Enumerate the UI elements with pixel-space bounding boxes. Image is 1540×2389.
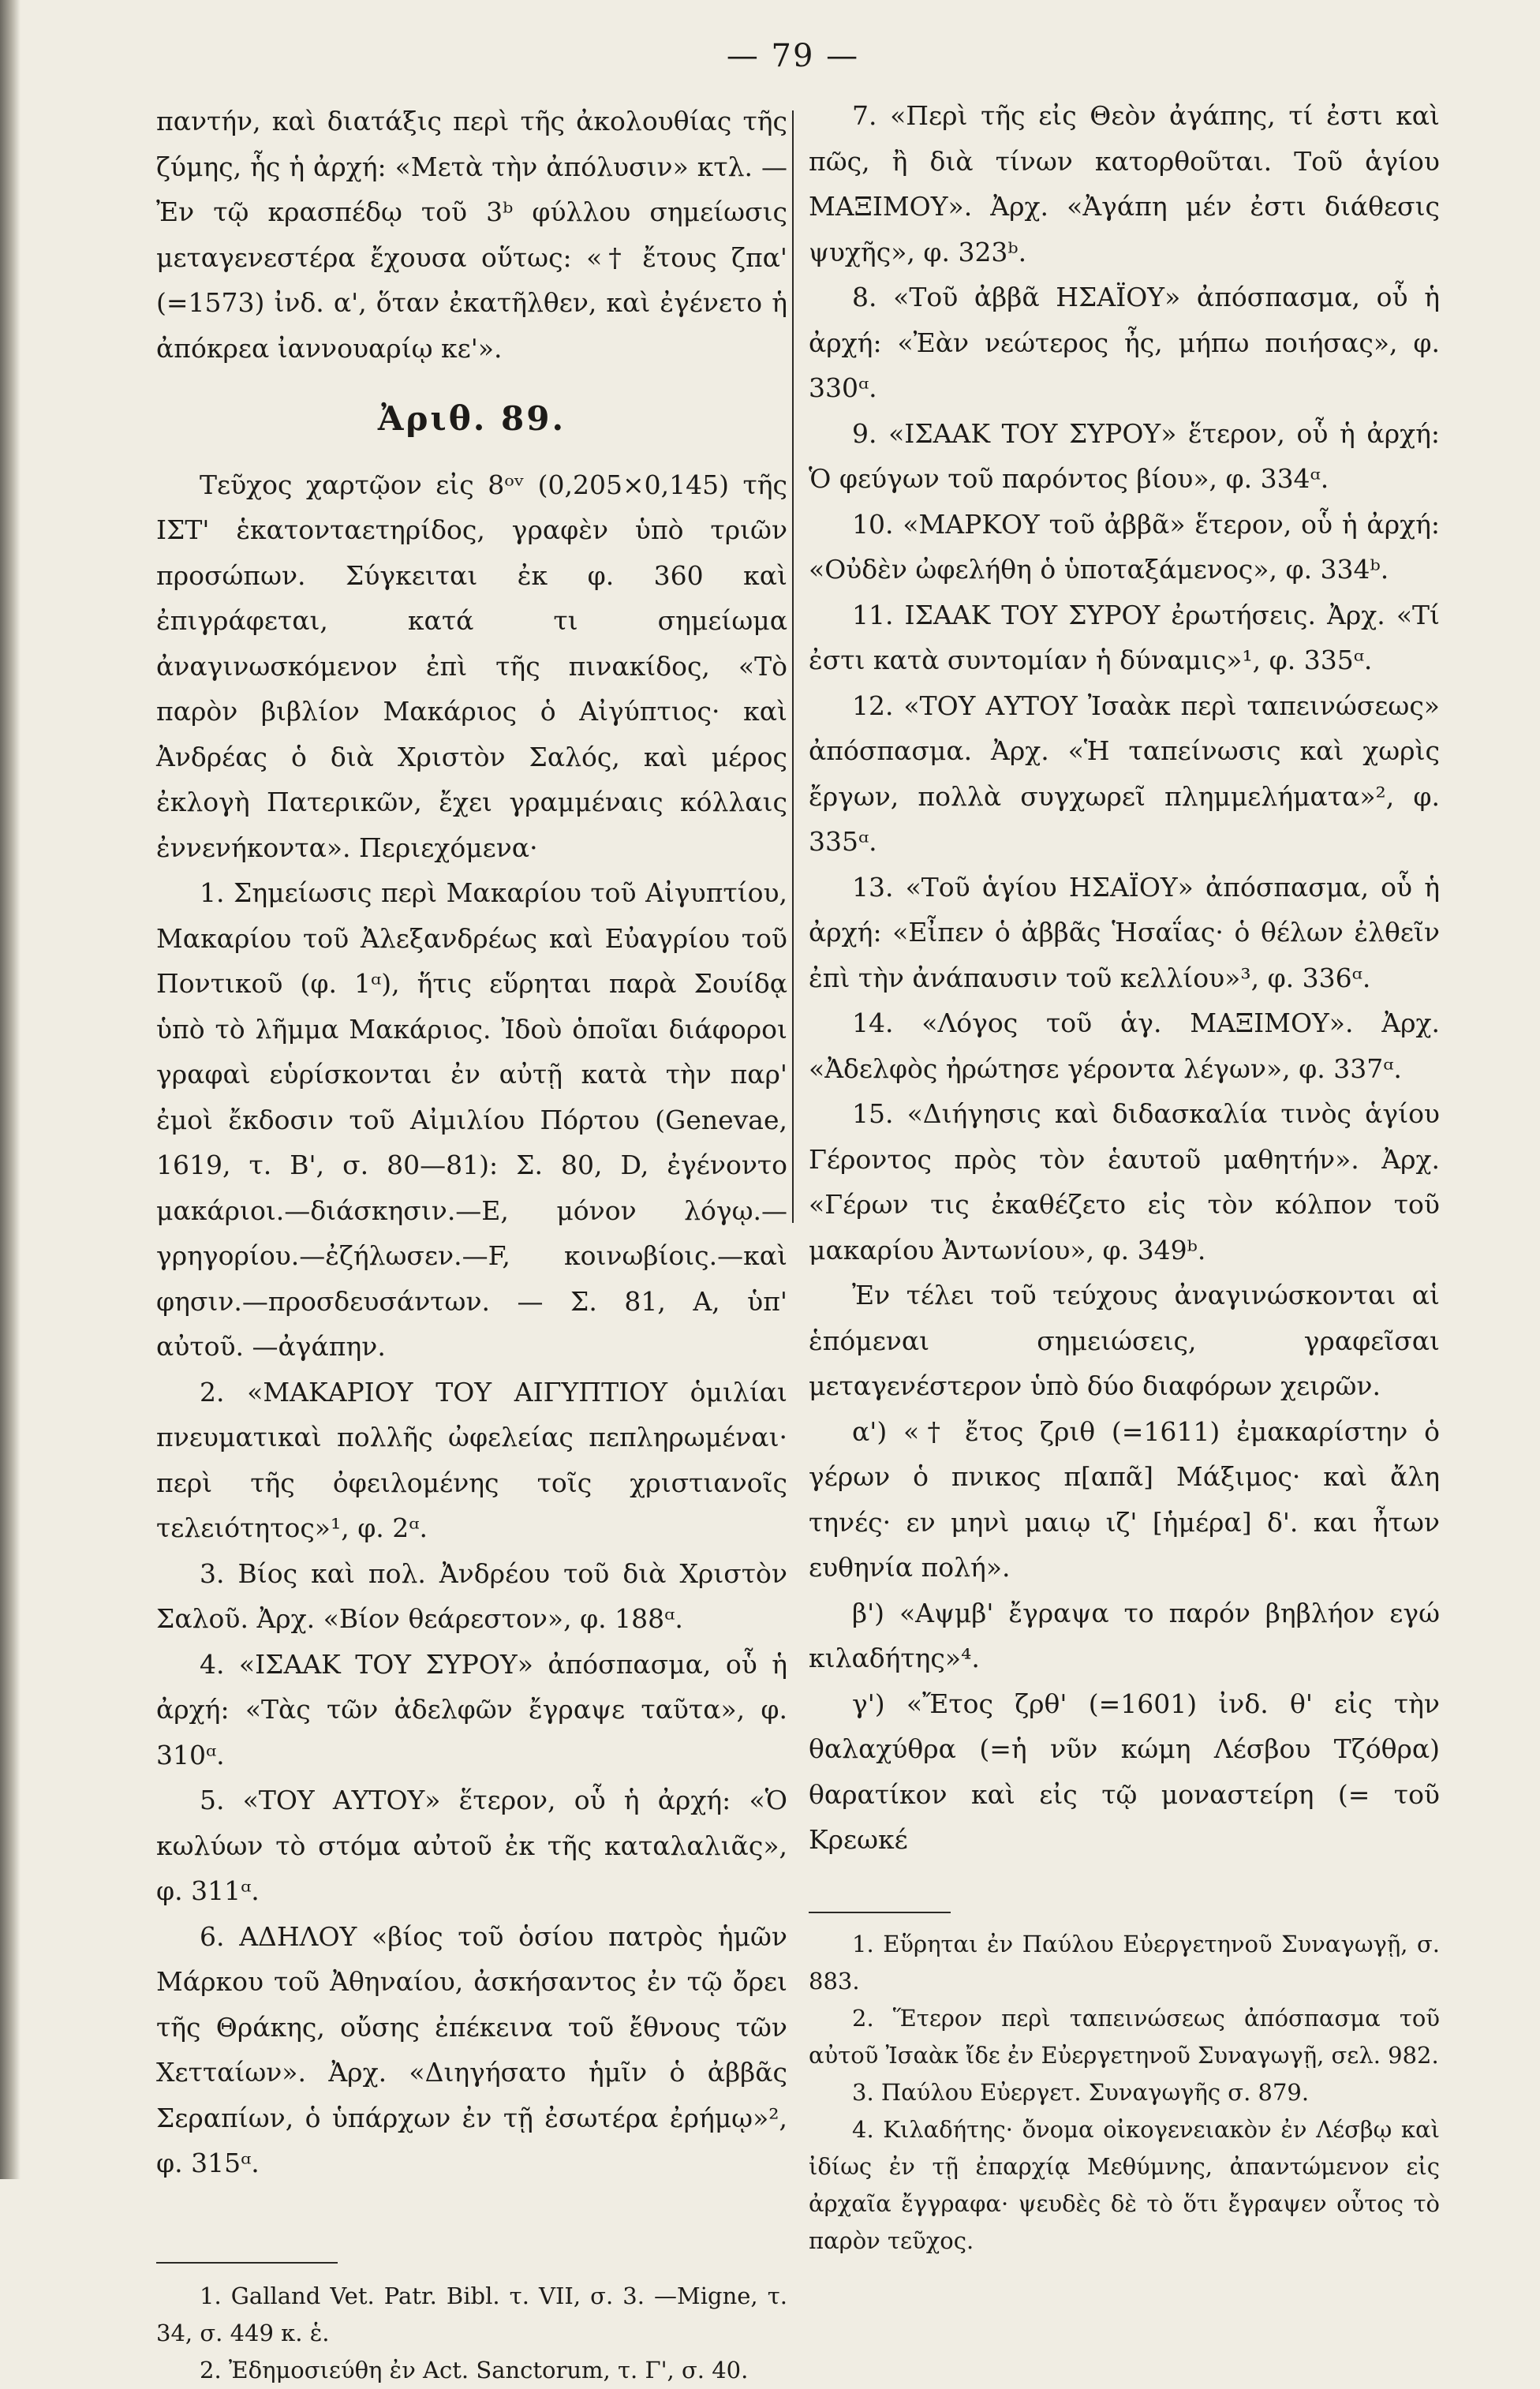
content-item-5: 5. «ΤΟΥ ΑΥΤΟΥ» ἕτερον, οὗ ἡ ἀρχή: «Ὁ κωλύων τὸ στόμα αὐτοῦ ἐκ τῆς καταλαλιᾶς», φ. 311ᵅ. bbox=[156, 1785, 787, 1906]
footnote-rule bbox=[156, 2262, 338, 2264]
left-column bbox=[156, 99, 787, 2389]
content-item-12: 12. «ΤΟΥ ΑΥΤΟΥ Ἰσαὰκ περὶ ταπεινώσεως» ἀπόσπασμα. Ἀρχ. «Ἡ ταπείνωσις καὶ χωρὶς ἔργων, πολλὰ συγχωρεῖ πλημμελήματα»², φ. 335ᵅ. bbox=[809, 690, 1440, 857]
end-note-c: γ') «Ἔτος ζρθ' (=1601) ἰνδ. θ' εἰς τὴν θαλαχύθρα (=ἡ νῦν κώμη Λέσβου Τζόθρα) θαρατίκον καὶ εἰς τῷ μοναστείρη (= τοῦ Κρεωκέ bbox=[809, 1688, 1440, 1855]
footnote-3: 3. Παύλου Εὐεργετ. Συναγωγῆς σ. 879. bbox=[852, 2078, 1310, 2106]
footnote-2: 2. Ἐδημοσιεύθη ἐν Act. Sanctorum, τ. Γ', σ. 40. bbox=[200, 2356, 749, 2383]
footnote-4: 4. Κιλαδήτης· ὄνομα οἰκογενειακὸν ἐν Λέσβῳ καὶ ἰδίως ἐν τῇ ἐπαρχίᾳ Μεθύμνης, ἀπαντώμενον εἰς ἀρχαῖα ἔγγραφα· ψευδὲς δὲ τὸ ὅτι ἔγραψεν οὗτος τὸ παρὸν τεῦχος. bbox=[809, 2115, 1440, 2254]
content-item-11: 11. ΙΣΑΑΚ ΤΟΥ ΣΥΡΟΥ ἐρωτήσεις. Ἀρχ. «Τί ἐστι κατὰ συντομίαν ἡ δύναμις»¹, φ. 335ᵅ. bbox=[809, 599, 1440, 675]
content-item-10: 10. «ΜΑΡΚΟΥ τοῦ ἀββᾶ» ἕτερον, οὗ ἡ ἀρχή: «Οὐδὲν ὠφελήθη ὁ ὑποταξάμενος», φ. 334ᵇ. bbox=[809, 508, 1440, 585]
entry-heading: Ἀριθ. 89. bbox=[377, 399, 566, 438]
page-number: — 79 — bbox=[726, 38, 860, 74]
content-item-7: 7. «Περὶ τῆς εἰς Θεὸν ἀγάπης, τί ἐστι καὶ πῶς, ἢ διὰ τίνων κατορθοῦται. Τοῦ ἁγίου ΜΑΞΙΜΟΥ». Ἀρχ. «Ἀγάπη μέν ἐστι διάθεσις ψυχῆς», φ. 323ᵇ. bbox=[809, 100, 1440, 267]
end-notes-intro: Ἐν τέλει τοῦ τεύχους ἀναγινώσκονται αἱ ἑπόμεναι σημειώσεις, γραφεῖσαι μεταγενέστερον ὑπὸ δύο διαφόρων χειρῶν. bbox=[809, 1280, 1440, 1401]
left-footnotes bbox=[156, 2278, 787, 2389]
content-item-15: 15. «Διήγησις καὶ διδασκαλία τινὸς ἁγίου Γέροντος πρὸς τὸν ἑαυτοῦ μαθητήν». Ἀρχ. «Γέρων τις ἐκαθέζετο εἰς τὸν κόλπον τοῦ μακαρίου Ἀντωνίου», φ. 349ᵇ. bbox=[809, 1098, 1440, 1266]
content-item-13: 13. «Τοῦ ἁγίου ΗΣΑΪΟΥ» ἀπόσπασμα, οὗ ἡ ἀρχή: «Εἶπεν ὁ ἀββᾶς Ἡσαΐας· ὁ θέλων ἐλθεῖν ἐπὶ τὴν ἀνάπαυσιν τοῦ κελλίου»³, φ. 336ᵅ. bbox=[809, 871, 1440, 993]
content-item-14: 14. «Λόγος τοῦ ἁγ. ΜΑΞΙΜΟΥ». Ἀρχ. «Ἀδελφὸς ἠρώτησε γέροντα λέγων», φ. 337ᵅ. bbox=[809, 1008, 1440, 1084]
end-note-a: α') «† ἔτος ζριθ (=1611) ἐμακαρίστην ὁ γέρων ὁ πνικος π[απᾶ] Μάξιμος· καὶ ἄλη τηνές· εν μηνὶ μαιῳ ιζ' [ἡμέρα] δ'. και ἦτων ευθηνία πολή». bbox=[809, 1415, 1440, 1583]
entry-description: Τεῦχος χαρτῷον εἰς 8ᵒᵛ (0,205×0,145) τῆς ΙΣΤ' ἑκατονταετηρίδος, γραφὲν ὑπὸ τριῶν προσώπων. Σύγκειται ἐκ φ. 360 καὶ ἐπιγράφεται, κατά τι σημείωμα ἀναγινωσκόμενον ἐπὶ τῆς πινακίδος, «Τὸ παρὸν βιβλίον Μακάριος ὁ Αἰγύπτιος· καὶ Ἀνδρέας ὁ διὰ Χριστὸν Σαλός, καὶ μέρος ἐκλογὴ Πατερικῶν, ἔχει γραμμέναις κόλλαις ἐννενήκοντα». Περιεχόμενα· bbox=[156, 469, 787, 863]
right-column bbox=[809, 93, 1440, 2260]
footnote-rule bbox=[809, 1912, 951, 1913]
content-item-1: 1. Σημείωσις περὶ Μακαρίου τοῦ Αἰγυπτίου, Μακαρίου τοῦ Ἀλεξανδρέως καὶ Εὐαγρίου τοῦ Ποντικοῦ (φ. 1ᵅ), ἥτις εὕρηται παρὰ Σουίδᾳ ὑπὸ τὸ λῆμμα Μακάριος. Ἰδοὺ ὁποῖαι διάφοροι γραφαὶ εὑρίσκονται ἐν αὐτῇ κατὰ τὴν παρ' ἐμοὶ ἔκδοσιν τοῦ Αἰμιλίου Πόρτου (Genevae, 1619, τ. Β', σ. 80—81): Σ. 80, D, ἐγένοντο μακάριοι.—διάσκησιν.—Ε, μόνον λόγῳ.—γρηγορίου.—ἐζήλωσεν.—F, κοινωβίοις.—καὶ φησιν.—προσδευσάντων. — Σ. 81, A, ὑπ' αὐτοῦ. —ἀγάπην. bbox=[156, 877, 787, 1362]
right-footnotes bbox=[809, 1926, 1440, 2260]
content-item-2: 2. «ΜΑΚΑΡΙΟΥ ΤΟΥ ΑΙΓΥΠΤΙΟΥ ὁμιλίαι πνευματικαὶ πολλῆς ὠφελείας πεπληρωμέναι· περὶ τῆς ὀφειλομένης τοῖς χριστιανοῖς τελειότητος»¹, φ. 2ᵅ. bbox=[156, 1376, 787, 1543]
content-item-6: 6. ΑΔΗΛΟΥ «βίος τοῦ ὁσίου πατρὸς ἡμῶν Μάρκου τοῦ Ἀθηναίου, ἀσκήσαντος ἐν τῷ ὄρει τῆς Θράκης, οὔσης ἐπέκεινα τοῦ ἔθνους τῶν Χετταίων». Ἀρχ. «Διηγήσατο ἡμῖν ὁ ἀββᾶς Σεραπίων, ὁ ὑπάρχων ἐν τῇ ἐσωτέρα ἐρήμῳ»², φ. 315ᵅ. bbox=[156, 1920, 787, 2178]
content-item-4: 4. «ΙΣΑΑΚ ΤΟΥ ΣΥΡΟΥ» ἀπόσπασμα, οὗ ἡ ἀρχή: «Τὰς τῶν ἀδελφῶν ἔγραψε ταῦτα», φ. 310ᵅ. bbox=[156, 1648, 787, 1770]
footnote-1: 1. Galland Vet. Patr. Bibl. τ. VII, σ. 3. —Migne, τ. 34, σ. 449 κ. ἑ. bbox=[156, 2282, 787, 2346]
column-divider bbox=[792, 110, 794, 1223]
content-item-9: 9. «ΙΣΑΑΚ ΤΟΥ ΣΥΡΟΥ» ἕτερον, οὗ ἡ ἀρχή: Ὁ φεύγων τοῦ παρόντος βίου», φ. 334ᵅ. bbox=[809, 417, 1440, 494]
end-note-b: β') «Αψμβ' ἔγραψα το παρόν βηβλήον εγώ κιλαδήτης»⁴. bbox=[809, 1597, 1440, 1673]
page-binding-edge bbox=[0, 0, 21, 2179]
content-item-8: 8. «Τοῦ ἀββᾶ ΗΣΑΪΟΥ» ἀπόσπασμα, οὗ ἡ ἀρχή: «Ἐὰν νεώτερος ἦς, μήπω ποιήσας», φ. 330ᵅ. bbox=[809, 282, 1440, 403]
content-item-3: 3. Βίος καὶ πολ. Ἀνδρέου τοῦ διὰ Χριστὸν Σαλοῦ. Ἀρχ. «Βίον θεάρεστον», φ. 188ᵅ. bbox=[156, 1557, 787, 1634]
continued-paragraph: παντήν, καὶ διατάξις περὶ τῆς ἀκολουθίας τῆς ζύμης, ἧς ἡ ἀρχή: «Μετὰ τὴν ἀπόλυσιν» κτλ. —Ἐν τῷ κρασπέδῳ τοῦ 3ᵇ φύλλου σημείωσις μεταγενεστέρα ἔχουσα οὕτως: «† ἔτους ζπα' (=1573) ἰνδ. α', ὅταν ἐκατῆλθεν, καὶ ἐγένετο ἡ ἀπόκρεα ἰαννουαρίῳ κε'». bbox=[156, 106, 787, 364]
footnote-1: 1. Εὕρηται ἐν Παύλου Εὐεργετηνοῦ Συναγωγῇ, σ. 883. bbox=[809, 1930, 1440, 1995]
footnote-2: 2. Ἕτερον περὶ ταπεινώσεως ἀπόσπασμα τοῦ αὐτοῦ Ἰσαὰκ ἴδε ἐν Εὐεργετηνοῦ Συναγωγῇ, σελ. 982. bbox=[809, 2004, 1440, 2069]
